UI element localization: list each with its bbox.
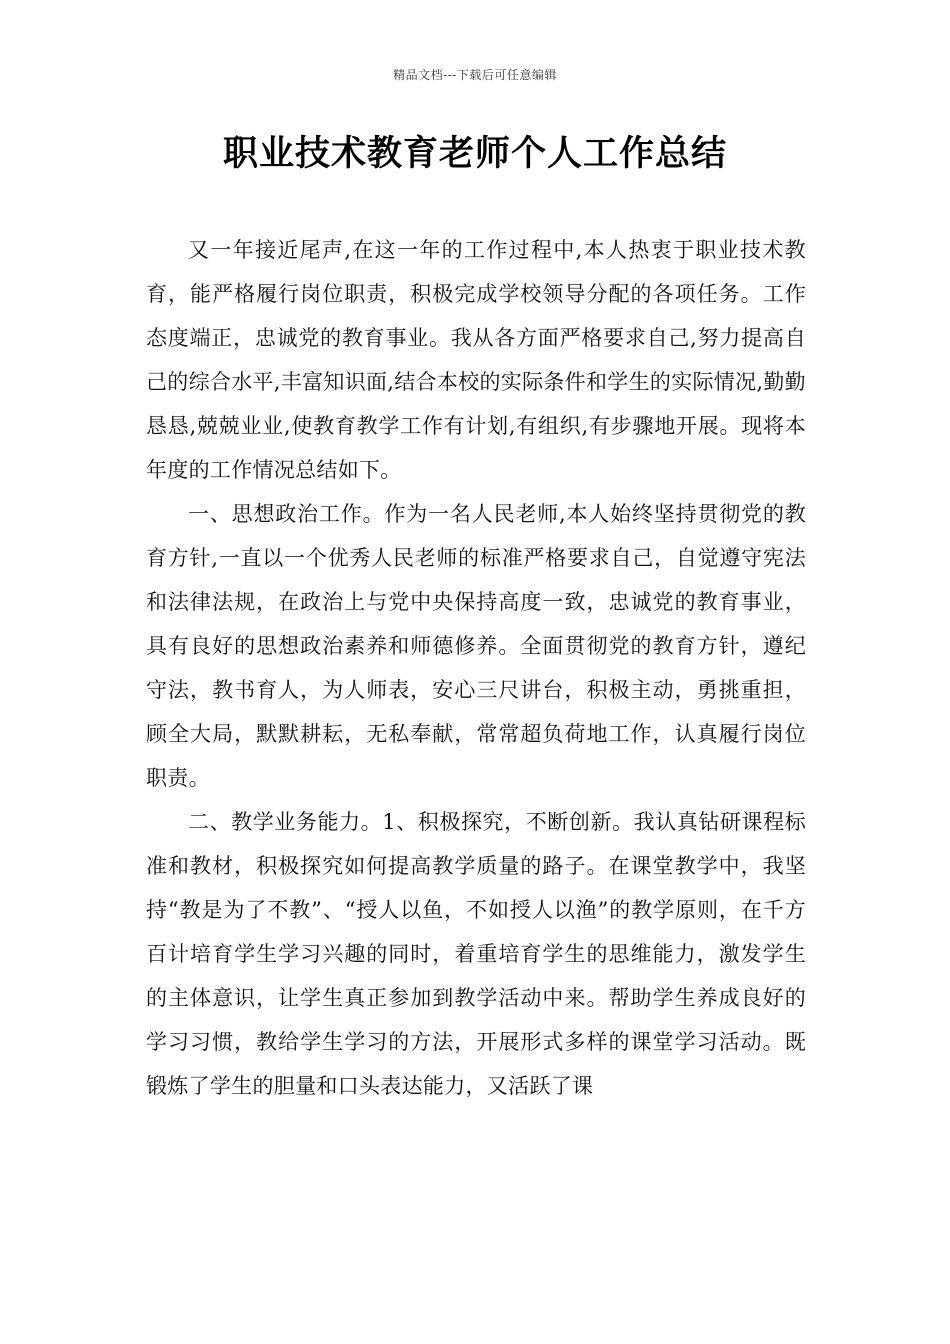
- paragraph-political-work: 一、思想政治工作。作为一名人民老师,本人始终坚持贯彻党的教育方针,一直以一个优秀人民老师的标准严格要求自己，自觉遵守宪法和法律法规，在政治上与党中央保持高度一致，忠诚党的教育事业，具有良好的思想政治素养和师德修养。全面贯彻党的教育方针，遵纪守法，教书育人，为人师表，安心三尺讲台，积极主动，勇挑重担，顾全大局，默默耕耘，无私奉献，常常超负荷地工作，认真履行岗位职责。: [146, 502, 806, 790]
- paragraph-intro: 又一年接近尾声,在这一年的工作过程中,本人热衷于职业技术教育，能严格履行岗位职责，积极完成学校领导分配的各项任务。工作态度端正，忠诚党的教育事业。我从各方面严格要求自己,努力提高自己的综合水平,丰富知识面,结合本校的实际条件和学生的实际情况,勤勤恳恳,兢兢业业,使教育教学工作有计划,有组织,有步骤地开展。现将本年度的工作情况总结如下。: [146, 238, 806, 482]
- paragraph-teaching-ability: 二、教学业务能力。1、积极探究，不断创新。我认真钻研课程标准和教材，积极探究如何提高教学质量的路子。在课堂教学中，我坚持“教是为了不教”、“授人以鱼，不如授人以渔”的教学原则，在千方百计培育学生学习兴趣的同时，着重培育学生的思维能力，激发学生的主体意识，让学生真正参加到教学活动中来。帮助学生养成良好的学习习惯，教给学生学习的方法，开展形式多样的课堂学习活动。既锻炼了学生的胆量和口头表达能力，又活跃了课: [146, 810, 806, 1098]
- document-title: 职业技术教育老师个人工作总结: [222, 134, 727, 174]
- document-body: [146, 228, 806, 1108]
- header-note: 精品文档---下载后可任意编辑: [393, 68, 557, 82]
